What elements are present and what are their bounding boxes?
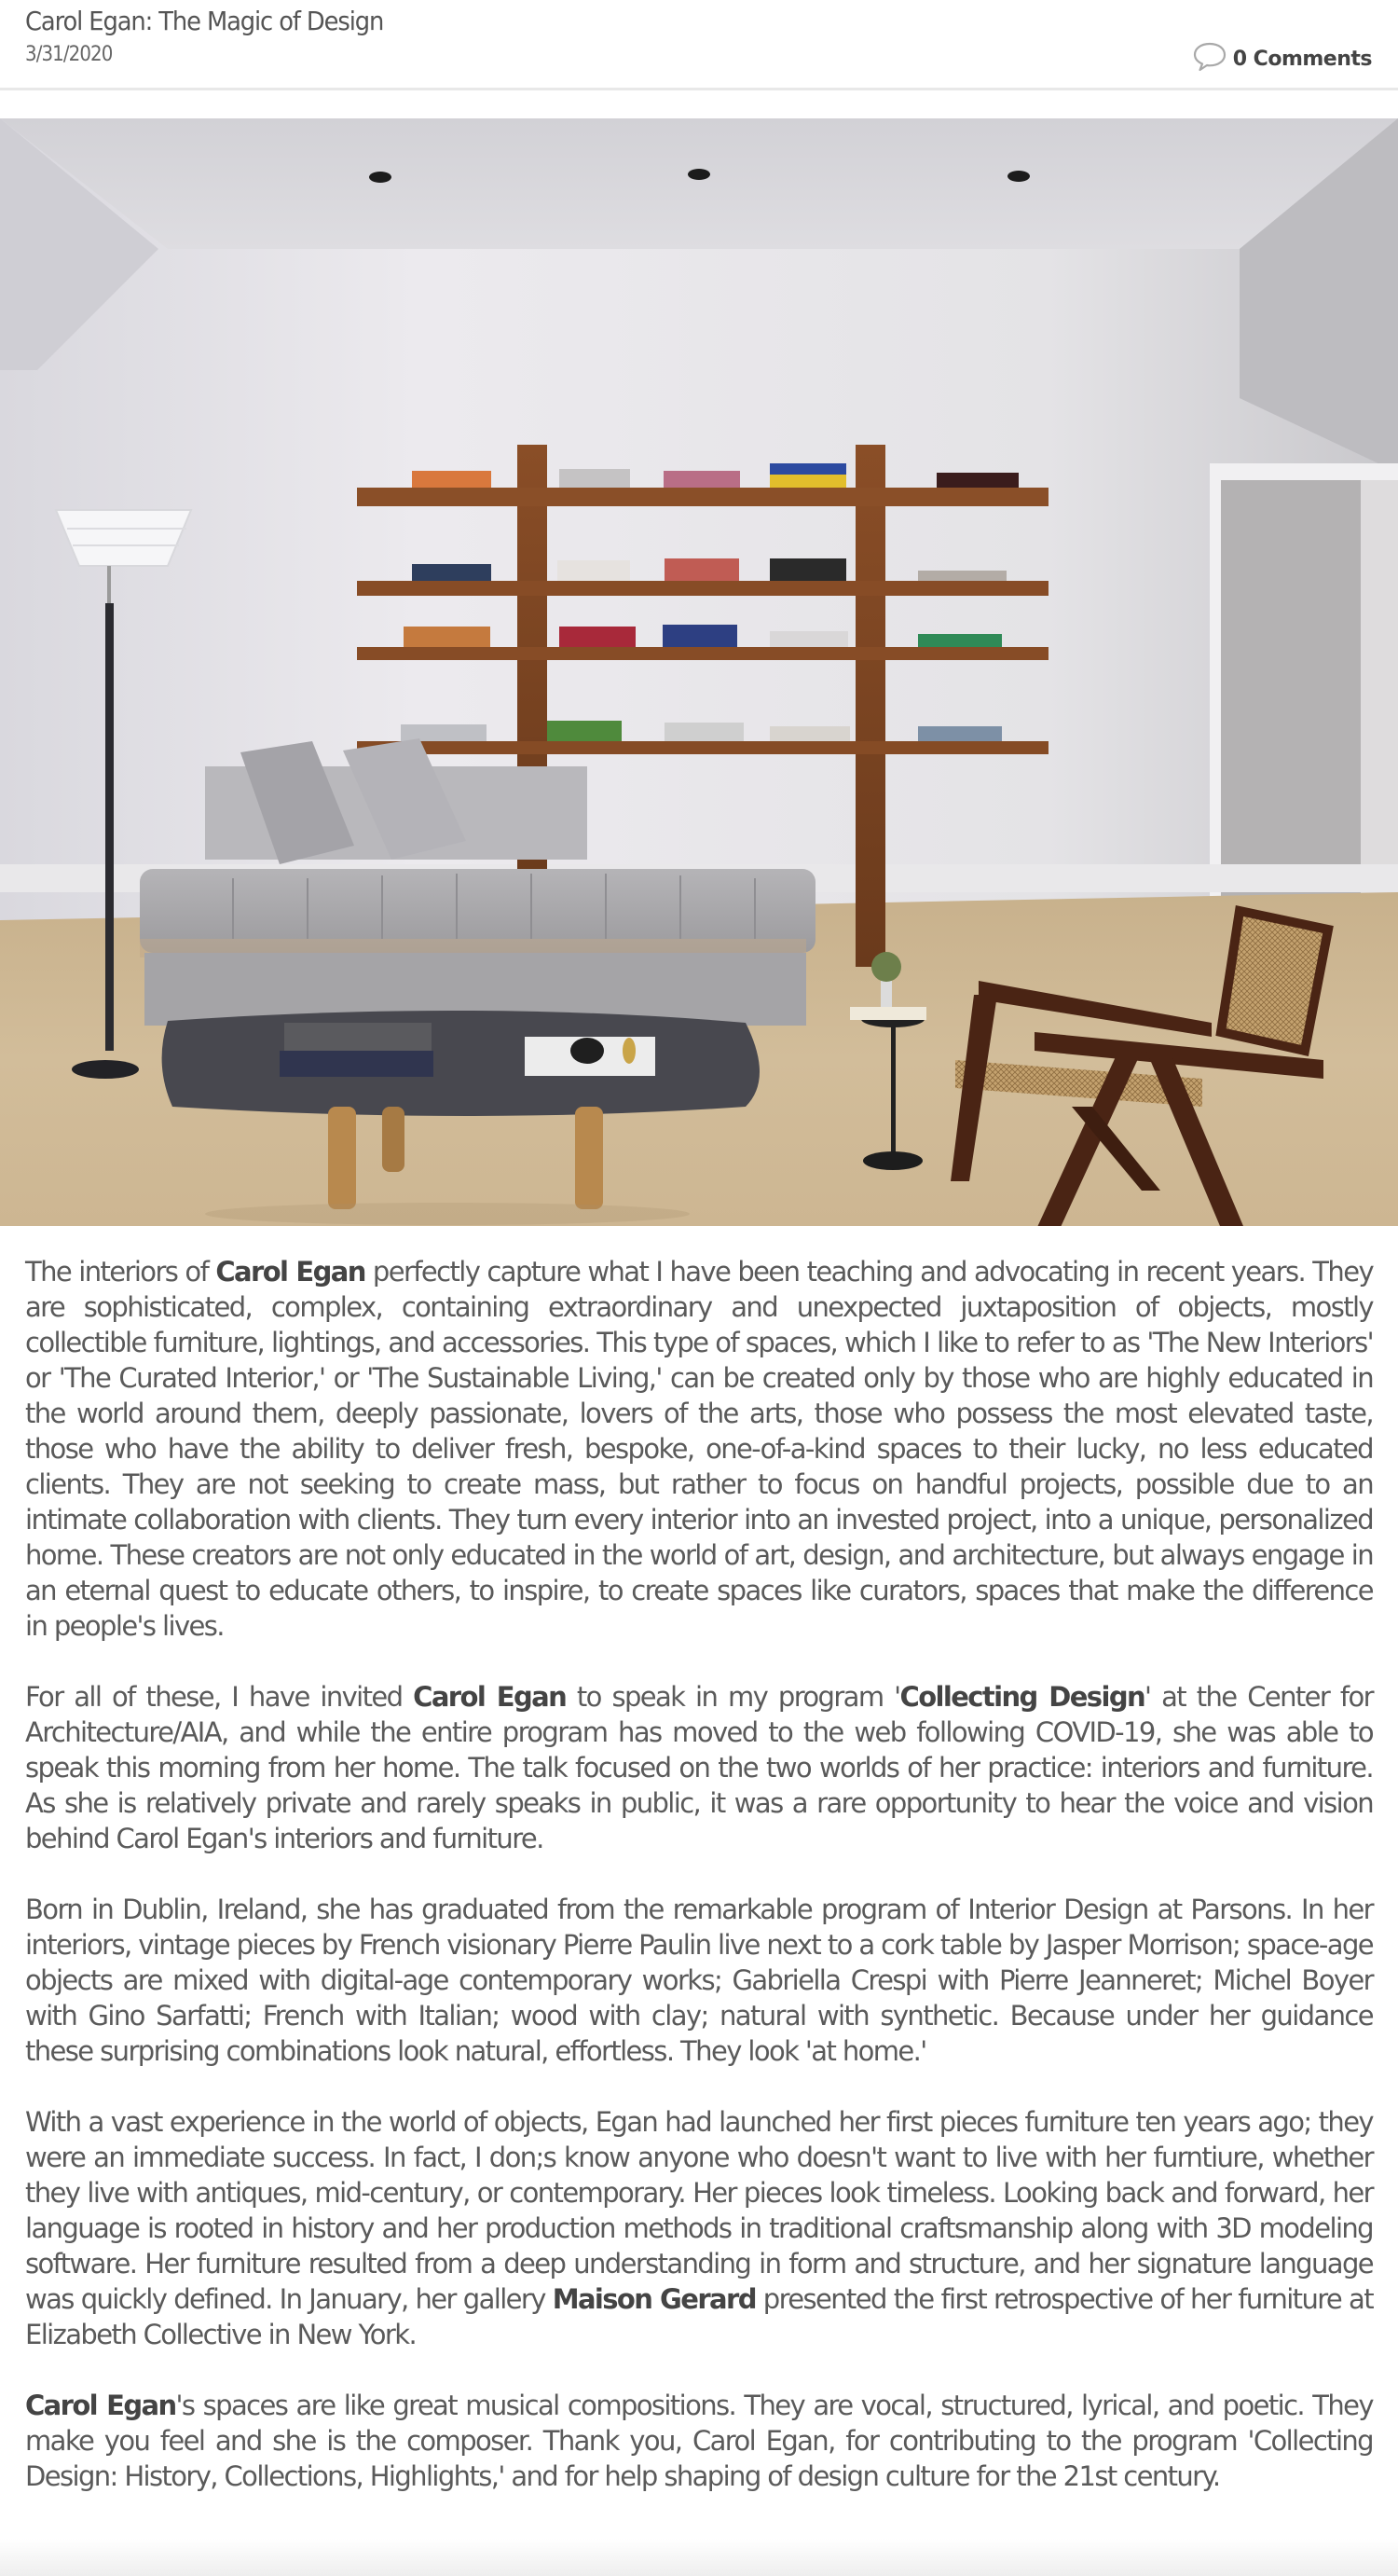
text-segment: With a vast experience in the world of objects, Egan had launched her first pieces furniture ten years ago; they were an immediate success. In fact, I don;s know anyone who doesn't want to live with her furntiure, whether they live with antiques, mid-century, or contemporary. Her pieces look timeless. Looking back and forward, her language is rooted in history and her production methods in traditional craftsmanship along with 3D modeling software. Her furniture resulted from a deep understanding in form and structure, and her signature language was quickly defined. In January, her gallery (25, 2106, 1373, 2315)
bold-name: Carol Egan (413, 1681, 567, 1713)
text-segment: Born in Dublin, Ireland, she has graduated from the remarkable program of Interior Design at Parsons. In her interiors, vintage pieces by French visionary Pierre Paulin live next to a cork table by Jasper Morrison; space-age objects are mixed with digital-age contemporary works; Gabriella Crespi with Pierre Jeanneret; Michel Boyer with Gino Sarfatti; French with Italian; wood with clay; natural with synthetic. Because under her guidance these surprising combinations look natural, effortless. They look 'at home.' (25, 1894, 1373, 2067)
hero-image (0, 118, 1398, 1226)
text-segment: presented the first retrospective of her furniture at Elizabeth Collective in New York. (25, 2283, 1373, 2350)
post-title[interactable]: Carol Egan: The Magic of Design (25, 6, 384, 36)
text-segment: perfectly capture what I have been teaching and advocating in recent years. They are sophisticated, complex, containing extraordinary and unexpected juxtaposition of objects, mostly collectible furniture, lightings, and accessories. This type of spaces, which I like to refer to as 'The New Interiors' or 'The Curated Interior,' or 'The Sustainable Living,' can be created only by those who are highly educated in the world around them, deeply passionate, lovers of the arts, those who possess the most elevated taste, those who have the ability to deliver fresh, bespoke, one-of-a-kind spaces to their lucky, no less educated clients. They are not seeking to create mass, but rather to focus on handful projects, possible due to an intimate collaboration with clients. They turn every interior into an invested project, into a unique, personalized home. These creators are not only educated in the world of art, design, and architecture, but always engage in an eternal quest to educate others, to inspire, to create spaces like curators, spaces that make the difference in people's lives. (25, 1256, 1374, 1642)
article-paragraph (25, 1254, 1373, 1644)
text-segment: to speak in my program ' (566, 1681, 900, 1713)
post-date: 3/31/2020 (25, 43, 113, 66)
text-segment: The interiors of (25, 1256, 216, 1288)
article-paragraph (25, 2388, 1373, 2494)
bold-name: Carol Egan (215, 1256, 365, 1288)
bottom-fade (0, 2539, 1398, 2576)
article-body (25, 1254, 1373, 2529)
comments-count: 0 Comments (1232, 47, 1372, 71)
speech-bubble-icon (1192, 41, 1227, 76)
article-paragraph (25, 1892, 1373, 2069)
bold-name: Collecting Design (899, 1681, 1145, 1713)
comments-link[interactable] (1192, 41, 1372, 76)
post-header (0, 0, 1398, 90)
text-segment: ' at the Center for Architecture/AIA, and while the entire program has moved to the web following COVID-19, she was able to speak this morning from her home. The talk focused on the two worlds of her practice: interiors and furniture. As she is relatively private and rarely speaks in public, it was a rare opportunity to hear the voice and vision behind Carol Egan's interiors and furniture. (25, 1681, 1373, 1854)
article-paragraph (25, 1679, 1373, 1856)
article-paragraph (25, 2104, 1373, 2352)
text-segment: For all of these, I have invited (25, 1681, 414, 1713)
interior-photo (0, 118, 1398, 1226)
bold-name: Maison Gerard (552, 2283, 756, 2315)
text-segment: 's spaces are like great musical compositions. They are vocal, structured, lyrical, and poetic. They make you feel and she is the composer. Thank you, Carol Egan, for contributing to the program 'Collecting Design: History, Collections, Highlights,' and for help shaping of design culture for the 21st century. (25, 2390, 1373, 2492)
bold-name: Carol Egan (25, 2390, 176, 2421)
